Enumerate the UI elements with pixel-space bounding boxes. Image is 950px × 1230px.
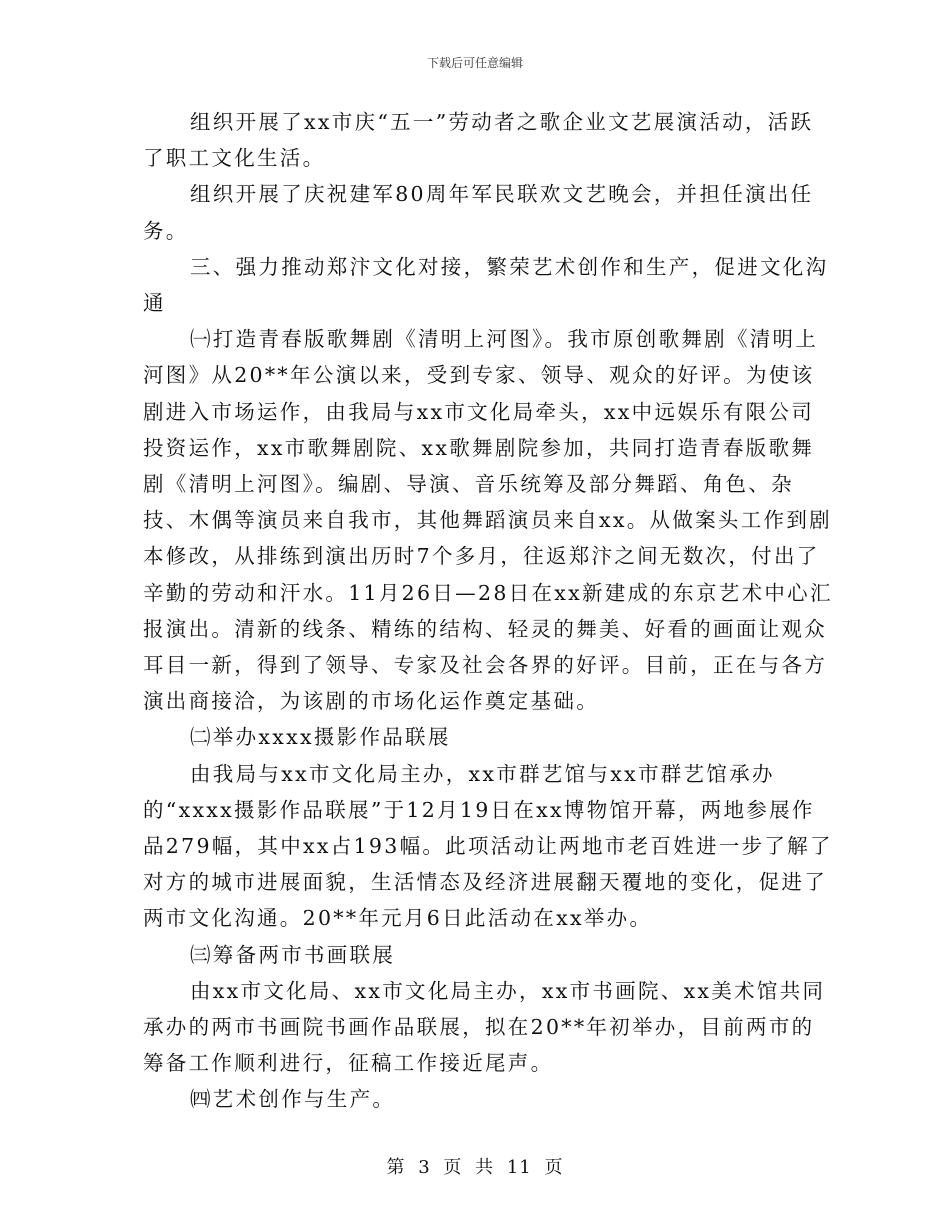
paragraph-photo-exhibition: 由我局与xx市文化局主办，xx市群艺馆与xx市群艺馆承办的“xxxx摄影作品联展”于12月19日在xx博物馆开幕，两地参展作品279幅，其中xx占193幅。此项活动让两地市老百姓进一步了解了对方的城市进展面貌，生活情态及经济进展翻天覆地的变化，促进了两市文化沟通。20**年元月6日此活动在xx举办。	[143, 761, 833, 931]
document-body	[143, 104, 833, 1118]
subheading-photo-exhibition: ㈡举办xxxx摄影作品联展	[190, 725, 451, 750]
subheading-calligraphy-exhibition: ㈢筹备两市书画联展	[190, 942, 396, 967]
page-number: 第 3 页 共 11 页	[386, 1157, 564, 1178]
subheading-art-creation: ㈣艺术创作与生产。	[190, 1087, 396, 1112]
paragraph-army-day-gala: 组织开展了庆祝建军80周年军民联欢文艺晚会，并担任演出任务。	[143, 182, 814, 243]
paragraph-qingming-musical: ㈠打造青春版歌舞剧《清明上河图》。我市原创歌舞剧《清明上河图》从20**年公演以来，受到专家、领导、观众的好评。为使该剧进入市场运作，由我局与xx市文化局牵头，xx中远娱乐有限公司投资运作，xx市歌舞剧院、xx歌舞剧院参加，共同打造青春版歌舞剧《清明上河图》。编剧、导演、音乐统筹及部分舞蹈、角色、杂技、木偶等演员来自我市，其他舞蹈演员来自xx。从做案头工作到剧本修改，从排练到演出历时7个多月，往返郑汴之间无数次，付出了辛勤的劳动和汗水。11月26日—28日在xx新建成的东京艺术中心汇报演出。清新的线条、精练的结构、轻灵的舞美、好看的画面让观众耳目一新，得到了领导、专家及社会各界的好评。目前，正在与各方演出商接洽，为该剧的市场化运作奠定基础。	[143, 327, 833, 714]
paragraph-calligraphy-exhibition: 由xx市文化局、xx市文化局主办，xx市书画院、xx美术馆共同承办的两市书画院书画作品联展，拟在20**年初举办，目前两市的筹备工作顺利进行，征稿工作接近尾声。	[143, 978, 826, 1076]
page-header-note: 下载后可任意编辑	[426, 56, 523, 70]
paragraph-labor-song-event: 组织开展了xx市庆“五一”劳动者之歌企业文艺展演活动，活跃了职工文化生活。	[143, 110, 814, 171]
section-heading-three: 三、强力推动郑汴文化对接，繁荣艺术创作和生产，促进文化沟通	[143, 254, 829, 316]
